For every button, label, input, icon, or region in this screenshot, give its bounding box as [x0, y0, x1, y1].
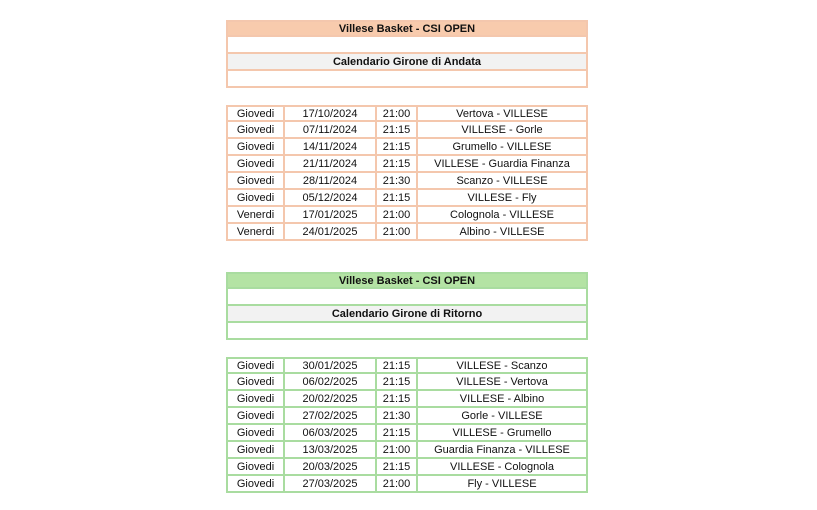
- date-cell: 30/01/2025: [285, 357, 377, 374]
- andata-blank-row: [226, 37, 588, 54]
- day-cell: Giovedi: [226, 425, 285, 442]
- day-cell: Giovedi: [226, 190, 285, 207]
- table-row: [226, 207, 588, 224]
- table-row: [226, 190, 588, 207]
- table-row: [226, 139, 588, 156]
- time-cell: 21:15: [377, 139, 418, 156]
- match-cell: VILLESE - Vertova: [418, 374, 588, 391]
- andata-games-table: [226, 105, 588, 241]
- table-row: [226, 173, 588, 190]
- match-cell: VILLESE - Albino: [418, 391, 588, 408]
- day-cell: Giovedi: [226, 156, 285, 173]
- day-cell: Giovedi: [226, 476, 285, 493]
- match-cell: VILLESE - Scanzo: [418, 357, 588, 374]
- time-cell: 21:00: [377, 105, 418, 122]
- date-cell: 07/11/2024: [285, 122, 377, 139]
- date-cell: 06/03/2025: [285, 425, 377, 442]
- day-cell: Giovedi: [226, 374, 285, 391]
- spacer: [226, 340, 588, 357]
- date-cell: 17/10/2024: [285, 105, 377, 122]
- date-cell: 20/02/2025: [285, 391, 377, 408]
- match-cell: Vertova - VILLESE: [418, 105, 588, 122]
- match-cell: VILLESE - Grumello: [418, 425, 588, 442]
- time-cell: 21:15: [377, 190, 418, 207]
- table-row: [226, 391, 588, 408]
- time-cell: 21:15: [377, 391, 418, 408]
- match-cell: Guardia Finanza - VILLESE: [418, 442, 588, 459]
- ritorno-games-table: [226, 357, 588, 493]
- day-cell: Giovedi: [226, 105, 285, 122]
- match-cell: VILLESE - Colognola: [418, 459, 588, 476]
- time-cell: 21:00: [377, 442, 418, 459]
- match-cell: VILLESE - Guardia Finanza: [418, 156, 588, 173]
- time-cell: 21:30: [377, 408, 418, 425]
- time-cell: 21:15: [377, 459, 418, 476]
- date-cell: 21/11/2024: [285, 156, 377, 173]
- time-cell: 21:00: [377, 207, 418, 224]
- day-cell: Giovedi: [226, 459, 285, 476]
- date-cell: 13/03/2025: [285, 442, 377, 459]
- table-row: [226, 425, 588, 442]
- match-cell: Fly - VILLESE: [418, 476, 588, 493]
- date-cell: 24/01/2025: [285, 224, 377, 241]
- date-cell: 17/01/2025: [285, 207, 377, 224]
- time-cell: 21:15: [377, 357, 418, 374]
- time-cell: 21:30: [377, 173, 418, 190]
- date-cell: 27/02/2025: [285, 408, 377, 425]
- time-cell: 21:00: [377, 476, 418, 493]
- andata-schedule: [226, 20, 588, 241]
- day-cell: Giovedi: [226, 357, 285, 374]
- ritorno-blank-row: [226, 289, 588, 306]
- day-cell: Venerdi: [226, 207, 285, 224]
- match-cell: VILLESE - Fly: [418, 190, 588, 207]
- andata-blank-row: [226, 71, 588, 88]
- time-cell: 21:15: [377, 374, 418, 391]
- day-cell: Giovedi: [226, 139, 285, 156]
- day-cell: Giovedi: [226, 122, 285, 139]
- ritorno-blank-row: [226, 323, 588, 340]
- match-cell: Albino - VILLESE: [418, 224, 588, 241]
- date-cell: 05/12/2024: [285, 190, 377, 207]
- day-cell: Giovedi: [226, 442, 285, 459]
- date-cell: 20/03/2025: [285, 459, 377, 476]
- table-row: [226, 224, 588, 241]
- ritorno-subtitle: Calendario Girone di Ritorno: [226, 306, 588, 323]
- spacer: [226, 88, 588, 105]
- match-cell: Scanzo - VILLESE: [418, 173, 588, 190]
- table-row: [226, 459, 588, 476]
- day-cell: Giovedi: [226, 391, 285, 408]
- table-row: [226, 442, 588, 459]
- match-cell: Gorle - VILLESE: [418, 408, 588, 425]
- table-row: [226, 105, 588, 122]
- table-row: [226, 374, 588, 391]
- time-cell: 21:15: [377, 156, 418, 173]
- date-cell: 06/02/2025: [285, 374, 377, 391]
- date-cell: 14/11/2024: [285, 139, 377, 156]
- date-cell: 28/11/2024: [285, 173, 377, 190]
- match-cell: Colognola - VILLESE: [418, 207, 588, 224]
- table-row: [226, 476, 588, 493]
- time-cell: 21:15: [377, 425, 418, 442]
- time-cell: 21:15: [377, 122, 418, 139]
- date-cell: 27/03/2025: [285, 476, 377, 493]
- table-row: [226, 122, 588, 139]
- table-row: [226, 357, 588, 374]
- day-cell: Giovedi: [226, 173, 285, 190]
- andata-title: Villese Basket - CSI OPEN: [226, 20, 588, 37]
- day-cell: Venerdi: [226, 224, 285, 241]
- day-cell: Giovedi: [226, 408, 285, 425]
- match-cell: VILLESE - Gorle: [418, 122, 588, 139]
- ritorno-title: Villese Basket - CSI OPEN: [226, 272, 588, 289]
- time-cell: 21:00: [377, 224, 418, 241]
- ritorno-schedule: [226, 272, 588, 493]
- match-cell: Grumello - VILLESE: [418, 139, 588, 156]
- table-row: [226, 408, 588, 425]
- table-row: [226, 156, 588, 173]
- andata-subtitle: Calendario Girone di Andata: [226, 54, 588, 71]
